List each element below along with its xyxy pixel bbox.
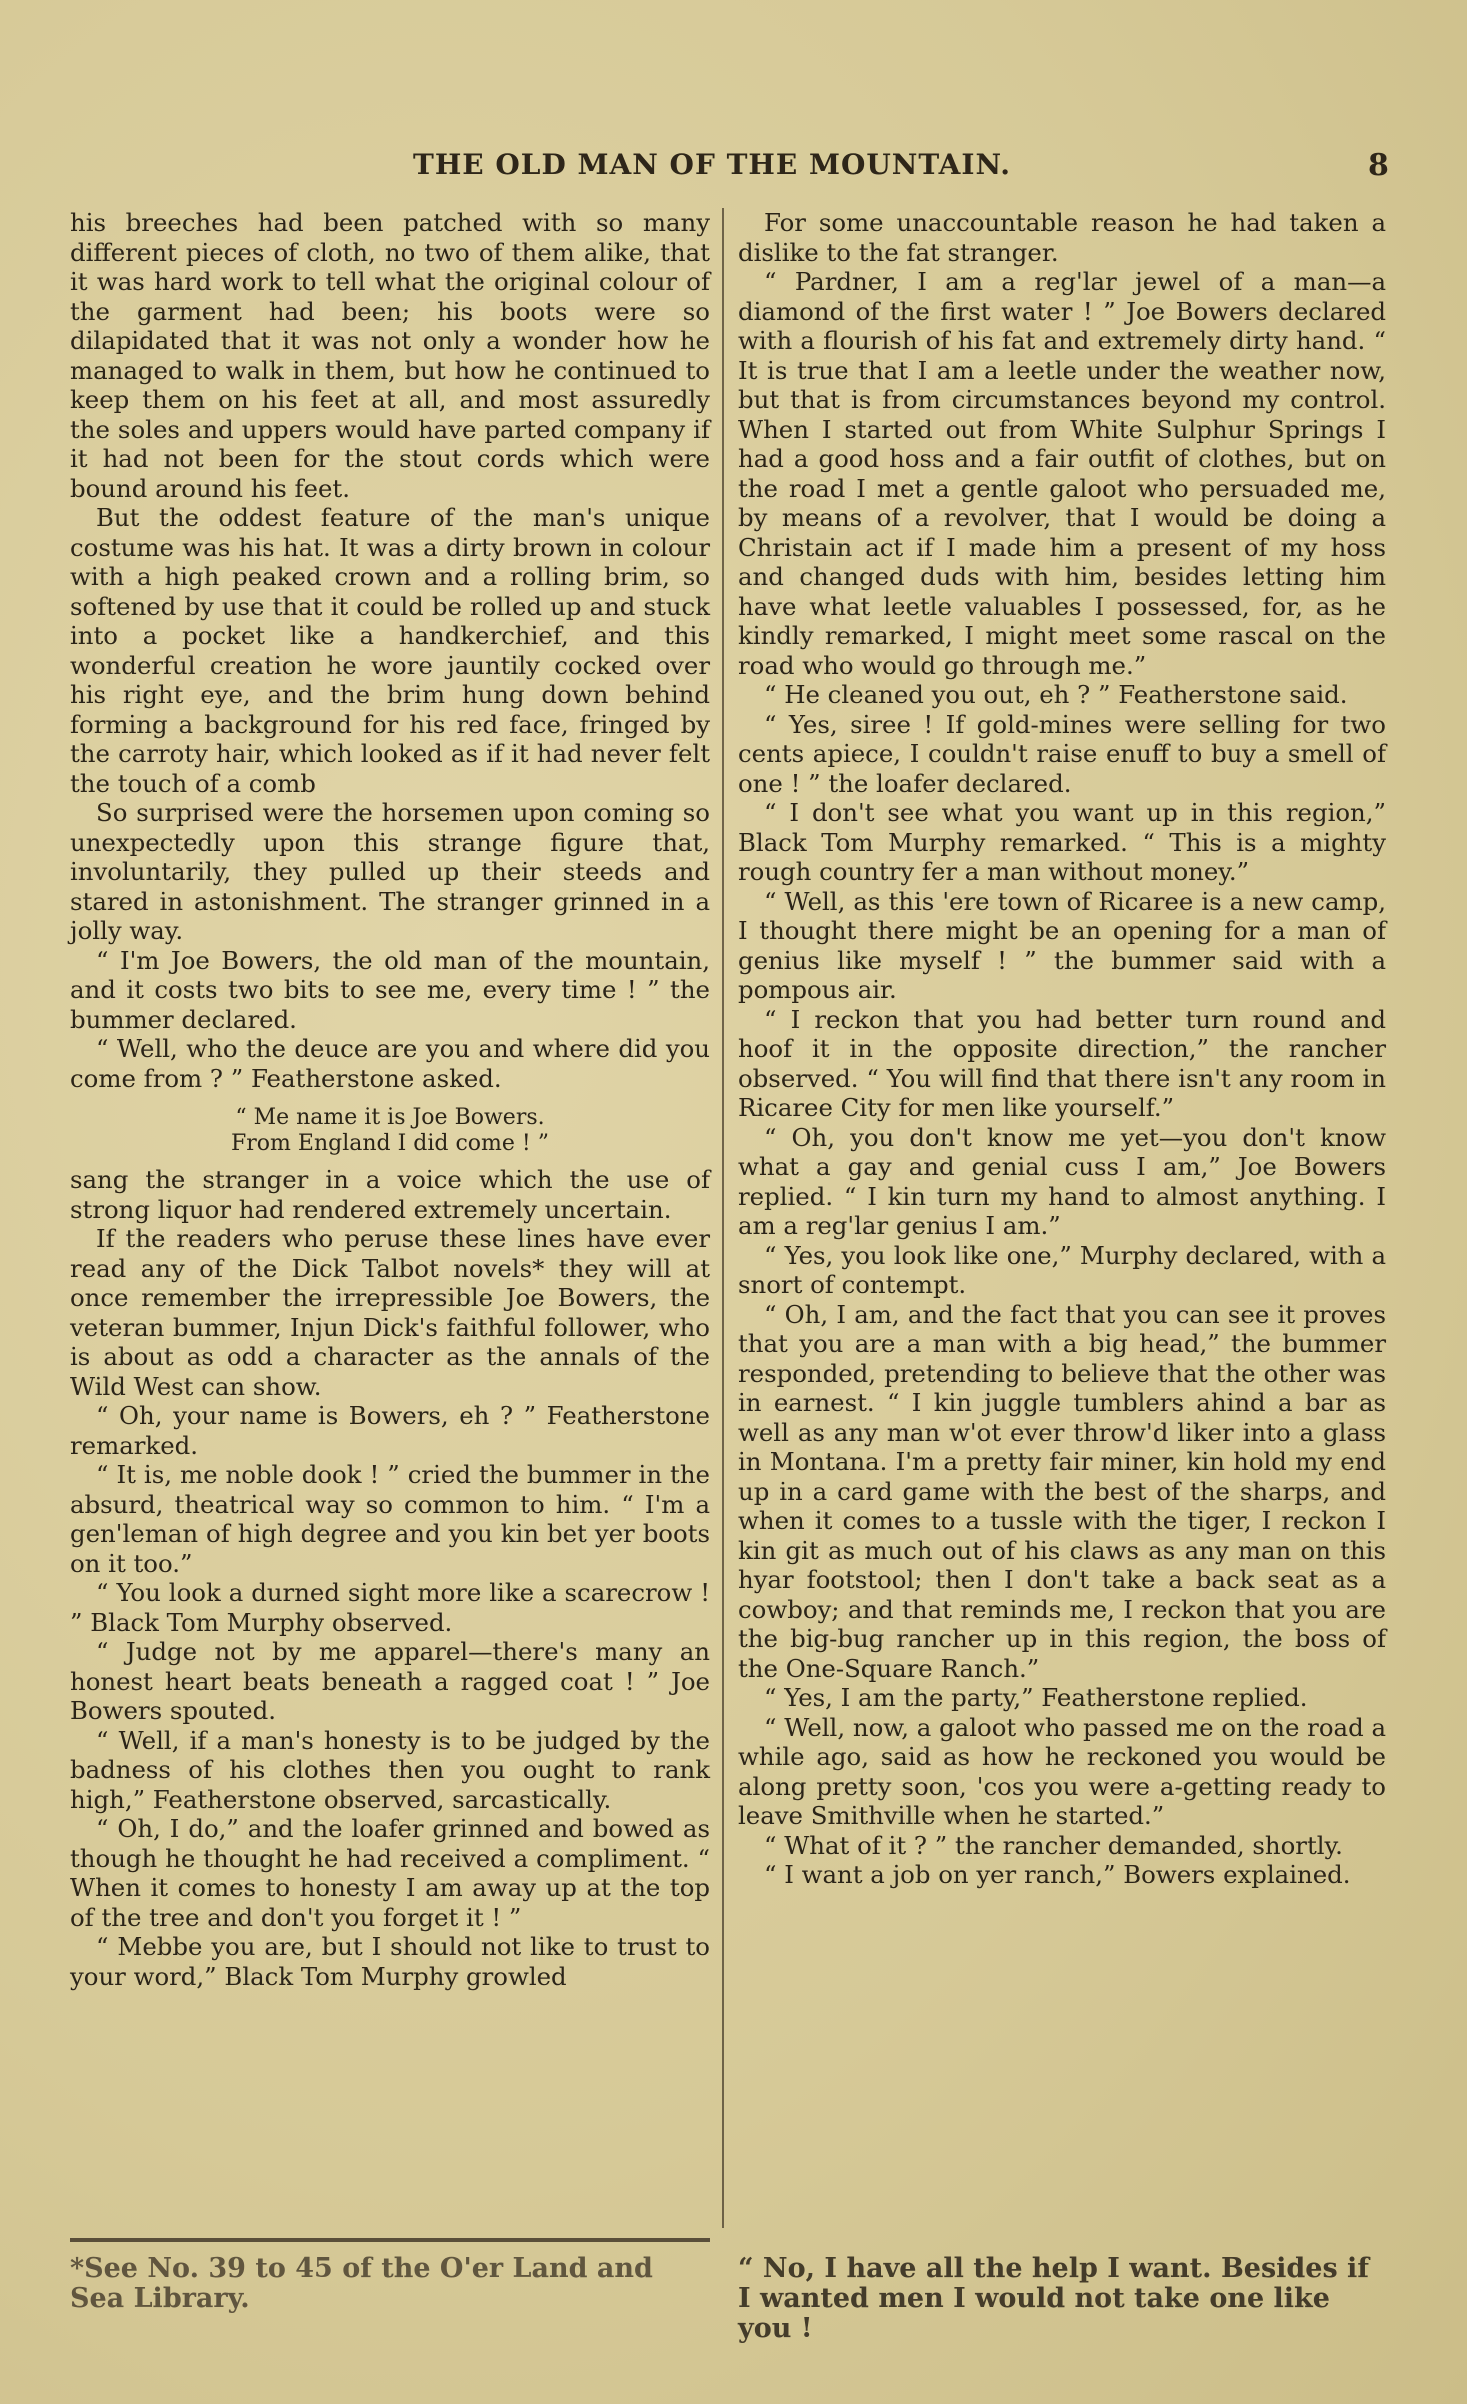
paragraph: “ Well, if a man's honesty is to be judged by the badness of his clothes then you ought to rank high,” Featherstone observed, sarcastically. xyxy=(70,1725,710,1814)
footnote-rule xyxy=(70,2238,710,2242)
paragraph: “ Oh, you don't know me yet—you don't know what a gay and genial cuss I am,” Joe Bowers replied. “ I kin turn my hand to almost anything. I am a reg'lar genius I am.” xyxy=(738,1122,1386,1240)
paragraph: “ Yes, siree ! If gold-mines were selling for two cents apiece, I couldn't raise enuff to buy a smell of one ! ” the loafer declared. xyxy=(738,709,1386,798)
page-header xyxy=(0,148,1467,188)
verse-line: “ Me name it is Joe Bowers. xyxy=(235,1105,545,1130)
paragraph: “ You look a durned sight more like a scarecrow ! ” Black Tom Murphy observed. xyxy=(70,1578,710,1637)
footnote: *See No. 39 to 45 of the O'er Land and Sea Library. xyxy=(70,2253,653,2314)
page-number: 8 xyxy=(1368,148,1389,183)
paragraph: “ Mebbe you are, but I should not like to trust to your word,” Black Tom Murphy growled xyxy=(70,1932,710,1991)
paragraph: “ He cleaned you out, eh ? ” Featherstone said. xyxy=(764,680,1348,709)
paragraph: “ Judge not by me apparel—there's many an honest heart beats beneath a ragged coat ! ” Joe Bowers spouted. xyxy=(70,1637,710,1725)
paragraph: “ Well, who the deuce are you and where did you come from ? ” Featherstone asked. xyxy=(70,1034,710,1093)
paragraph: “ Oh, I am, and the fact that you can see it proves that you are a man with a big head,” the bummer responded, pretending to believe that the other was in earnest. “ I kin juggle tumblers ahind a bar as well as any man w'ot ever throw'd liker into a glass in Montana. I'm a pretty fair miner, kin hold my end up in a card game with the best of the sharps, and when it comes to a tussle with the tiger, I reckon I kin git as much out of his claws as any man on this hyar footstool; then I don't take a back seat as a cowboy; and that reminds me, I reckon that you are the big-bug rancher up in this region, the boss of the One-Square Ranch.” xyxy=(738,1299,1386,1683)
paragraph: “ I don't see what you want up in this region,” Black Tom Murphy remarked. “ This is a mighty rough country fer a man without money.” xyxy=(738,798,1386,886)
paragraph: “ Yes, you look like one,” Murphy declared, with a snort of contempt. xyxy=(738,1240,1386,1299)
running-title: THE OLD MAN OF THE MOUNTAIN. xyxy=(413,148,1012,181)
left-column xyxy=(70,208,710,1991)
paragraph: “ I'm Joe Bowers, the old man of the mountain, and it costs two bits to see me, every time ! ” the bummer declared. xyxy=(70,945,710,1034)
paragraph: “ It is, me noble dook ! ” cried the bummer in the absurd, theatrical way so common to him. “ I'm a gen'leman of high degree and you kin bet yer boots on it too.” xyxy=(70,1460,710,1578)
paragraph: “ What of it ? ” the rancher demanded, shortly. xyxy=(764,1830,1343,1860)
paragraph: If the readers who peruse these lines have ever read any of the Dick Talbot novels* they will at once remember the irrepressible Joe Bowers, the veteran bummer, Injun Dick's faithful follower, who is about as odd a character as the annals of the Wild West can show. xyxy=(70,1224,710,1401)
paragraph: “ I reckon that you had better turn round and hoof it in the opposite direction,” the rancher observed. “ You will find that there isn't any room in Ricaree City for men like yourself.” xyxy=(738,1004,1386,1122)
paragraph-bottom: “ No, I have all the help I want. Besides if I wanted men I would not take one like you ! xyxy=(738,2253,1369,2344)
paragraph: But the oddest feature of the man's unique costume was his hat. It was a dirty brown in colour with a high peaked crown and a rolling brim, so softened by use that it could be rolled up and stuck into a pocket like a handkerchief, and this wonderful creation he wore jauntily cocked over his right eye, and the brim hung down behind forming a background for his red face, fringed by the carroty hair, which looked as if it had never felt the touch of a comb xyxy=(70,503,710,798)
verse-line: From England I did come ! ” xyxy=(231,1131,549,1156)
song-verse xyxy=(70,1105,710,1157)
paragraph: “ Well, now, a galoot who passed me on the road a while ago, said as how he reckoned you would be along pretty soon, 'cos you were a-getting ready to leave Smithville when he started.” xyxy=(738,1712,1386,1830)
paragraph: “ Oh, I do,” and the loafer grinned and bowed as though he thought he had received a compliment. “ When it comes to honesty I am away up at the top of the tree and don't you forget it ! ” xyxy=(70,1814,710,1932)
paragraph: “ Yes, I am the party,” Featherstone replied. xyxy=(764,1683,1308,1712)
paragraph: his breeches had been patched with so many different pieces of cloth, no two of them alike, that it was hard work to tell what the original colour of the garment had been; his boots were so dilapidated that it was not only a wonder how he managed to walk in them, but how he continued to keep them on his feet at all, and most assuredly the soles and uppers would have parted company if it had not been for the stout cords which were bound around his feet. xyxy=(70,208,710,503)
paragraph: So surprised were the horsemen upon coming so unexpectedly upon this strange figure that, involuntarily, they pulled up their steeds and stared in astonishment. The stranger grinned in a jolly way. xyxy=(70,798,710,945)
paragraph: “ Oh, your name is Bowers, eh ? ” Featherstone remarked. xyxy=(70,1401,710,1460)
right-column xyxy=(738,208,1386,1890)
paragraph: “ Pardner, I am a reg'lar jewel of a man—a diamond of the first water ! ” Joe Bowers declared with a flourish of his fat and extremely dirty hand. “ It is true that I am a leetle under the weather now, but that is from circumstances beyond my control. When I started out from White Sulphur Springs I had a good hoss and a fair outfit of clothes, but on the road I met a gentle galoot who persuaded me, by means of a revolver, that I would be doing a Christain act if I made him a present of my hoss and changed duds with him, besides letting him have what leetle valuables I possessed, for, as he kindly remarked, I might meet some rascal on the road who would go through me.” xyxy=(738,267,1386,680)
paragraph: “ I want a job on yer ranch,” Bowers explained. xyxy=(764,1860,1351,1889)
paragraph: sang the stranger in a voice which the use of strong liquor had rendered extremely uncertain. xyxy=(70,1165,710,1224)
paragraph: For some unaccountable reason he had taken a dislike to the fat stranger. xyxy=(738,208,1386,267)
column-divider xyxy=(722,208,724,2228)
paragraph: “ Well, as this 'ere town of Ricaree is a new camp, I thought there might be an opening for a man of genius like myself ! ” the bummer said with a pompous air. xyxy=(738,886,1386,1004)
